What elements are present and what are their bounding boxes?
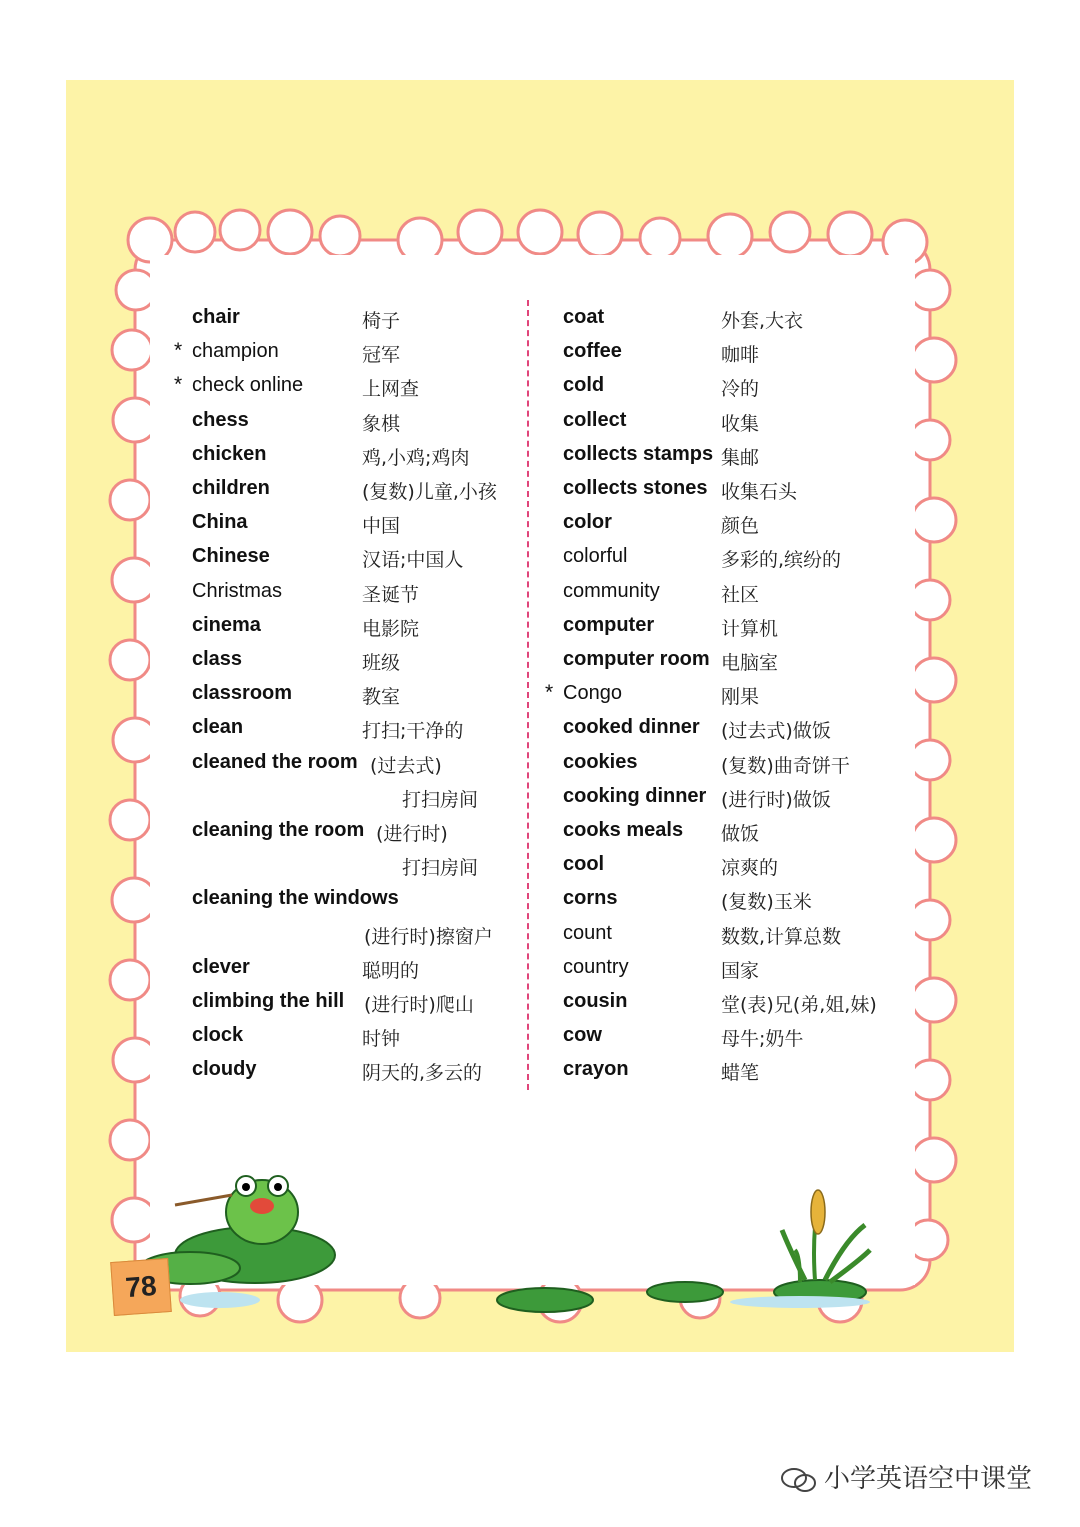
- vocab-word: country: [563, 955, 629, 978]
- vocab-word: color: [563, 511, 612, 534]
- vocab-meaning: 收集石头: [721, 481, 798, 503]
- watermark: [780, 1458, 1032, 1495]
- vocab-word: class: [192, 648, 243, 670]
- vocab-meaning: 上网查: [362, 378, 420, 401]
- vocab-word: cinema: [192, 613, 261, 636]
- vocab-meaning: (复数)儿童,小孩: [362, 481, 497, 503]
- vocab-word: coat: [563, 306, 605, 328]
- vocab-meaning: 象棋: [362, 412, 401, 435]
- vocab-meaning: 鸡,小鸡;鸡肉: [362, 446, 470, 469]
- vocab-meaning: 中国: [362, 515, 401, 538]
- vocab-meaning: 班级: [362, 652, 401, 674]
- star-icon: *: [545, 681, 554, 705]
- vocab-word: collects stamps: [563, 442, 714, 465]
- vocab-word: cow: [563, 1024, 602, 1047]
- vocab-word: cool: [563, 853, 605, 876]
- vocab-meaning: 教室: [362, 686, 401, 709]
- vocab-word: clean: [192, 716, 244, 739]
- column-divider: [527, 300, 529, 1090]
- vocab-meaning: 冠军: [362, 344, 401, 367]
- vocab-word: community: [563, 579, 660, 602]
- vocab-meaning: (进行时): [376, 823, 448, 845]
- vocab-word: cooks meals: [563, 819, 684, 841]
- vocab-meaning: (复数)玉米: [721, 891, 812, 914]
- vocab-word: check online: [192, 374, 304, 397]
- vocab-meaning: 打扫房间: [402, 857, 479, 880]
- vocab-word: collect: [563, 408, 627, 431]
- vocab-word: children: [192, 477, 270, 499]
- vocab-word: cleaning the room: [192, 819, 365, 841]
- vocab-meaning: 打扫房间: [402, 788, 479, 811]
- vocab-word: clever: [192, 955, 250, 978]
- vocab-word: corns: [563, 887, 618, 910]
- vocab-meaning: (进行时)爬山: [364, 994, 474, 1016]
- vocab-meaning: 冷的: [721, 378, 760, 401]
- vocab-word: classroom: [192, 682, 293, 705]
- vocab-word: cloudy: [192, 1058, 257, 1081]
- vocab-word: China: [192, 511, 248, 534]
- vocab-word: clock: [192, 1024, 244, 1047]
- vocab-word: crayon: [563, 1058, 629, 1081]
- vocab-meaning: 刚果: [721, 686, 760, 709]
- vocab-meaning: 外套,大衣: [721, 310, 804, 332]
- vocab-meaning: 计算机: [721, 617, 779, 640]
- vocab-meaning: 打扫;干净的: [362, 720, 464, 743]
- vocab-word: cooking dinner: [563, 784, 707, 807]
- vocab-word: Christmas: [192, 579, 283, 602]
- vocab-word: cookies: [563, 750, 638, 773]
- vocab-meaning: (进行时)做饭: [721, 788, 831, 811]
- vocab-word: chicken: [192, 442, 267, 465]
- vocab-meaning: 阴天的,多云的: [362, 1062, 483, 1085]
- vocab-meaning: 数数,计算总数: [721, 925, 842, 948]
- vocab-meaning: (进行时)擦窗户: [364, 925, 493, 948]
- vocab-word: cousin: [563, 990, 628, 1012]
- vocab-meaning: 多彩的,缤纷的: [721, 549, 842, 572]
- vocab-word: computer room: [563, 648, 710, 670]
- vocab-word: chess: [192, 408, 249, 431]
- watermark-text: 小学英语空中课堂: [824, 1464, 1033, 1494]
- vocab-word: cleaned the room: [192, 750, 358, 773]
- vocab-meaning: 做饭: [721, 823, 760, 845]
- vocab-word: Chinese: [192, 545, 270, 568]
- vocab-word: cold: [563, 374, 605, 397]
- vocab-meaning: 电脑室: [721, 652, 779, 674]
- vocab-meaning: (复数)曲奇饼干: [721, 754, 850, 777]
- vocab-meaning: 母牛;奶牛: [721, 1028, 804, 1051]
- vocab-meaning: 蜡笔: [721, 1062, 760, 1085]
- vocab-word: collects stones: [563, 477, 708, 499]
- star-icon: *: [174, 373, 183, 397]
- vocab-meaning: 圣诞节: [362, 583, 420, 606]
- vocab-word: chair: [192, 306, 240, 328]
- vocab-word: coffee: [563, 340, 622, 363]
- vocab-meaning: 聪明的: [362, 959, 420, 982]
- vocab-meaning: 国家: [721, 959, 760, 982]
- vocab-meaning: 集邮: [721, 446, 760, 469]
- vocab-meaning: 堂(表)兄(弟,姐,妹): [721, 994, 877, 1016]
- vocab-meaning: 社区: [721, 583, 760, 606]
- vocab-word: cooked dinner: [563, 716, 700, 739]
- vocab-meaning: 电影院: [362, 617, 420, 640]
- wechat-icon: [780, 1466, 818, 1494]
- vocab-word: Congo: [563, 682, 622, 705]
- vocab-meaning: (过去式): [370, 754, 442, 777]
- vocab-meaning: 汉语;中国人: [362, 549, 464, 572]
- vocab-word: cleaning the windows: [192, 887, 399, 910]
- vocab-meaning: (过去式)做饭: [721, 720, 831, 743]
- vocab-meaning: 颜色: [721, 515, 760, 538]
- vocab-word: count: [563, 921, 612, 944]
- vocab-word: colorful: [563, 545, 628, 568]
- page-number: 78: [110, 1258, 172, 1316]
- vocab-word: climbing the hill: [192, 990, 345, 1012]
- vocab-meaning: 收集: [721, 412, 760, 435]
- vocab-word: computer: [563, 613, 655, 636]
- vocab-word: champion: [192, 340, 279, 363]
- vocab-meaning: 椅子: [362, 310, 401, 332]
- star-icon: *: [174, 339, 183, 363]
- vocab-meaning: 咖啡: [721, 344, 760, 367]
- vocab-meaning: 时钟: [362, 1028, 401, 1051]
- vocab-meaning: 凉爽的: [721, 857, 779, 880]
